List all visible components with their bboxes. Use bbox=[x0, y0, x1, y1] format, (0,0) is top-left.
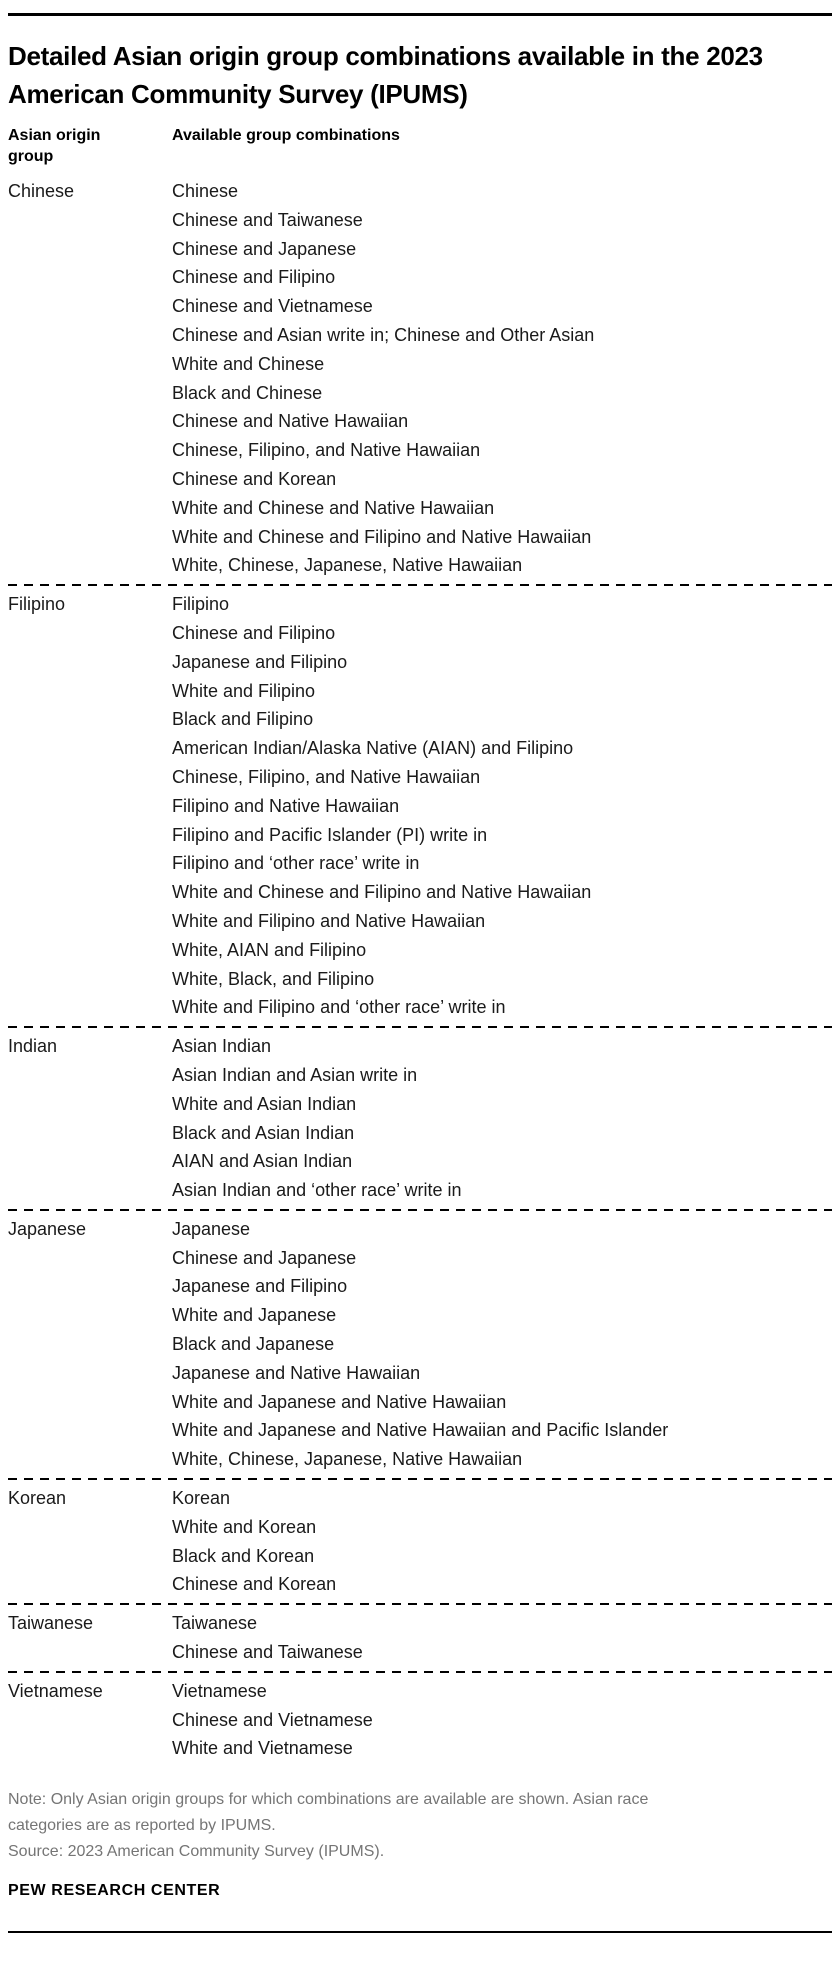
combination-item: White and Japanese and Native Hawaiian bbox=[172, 1391, 507, 1412]
combination-item: Filipino and Native Hawaiian bbox=[172, 795, 400, 816]
combination-item: Black and Filipino bbox=[172, 709, 314, 730]
combination-item: Taiwanese bbox=[172, 1613, 258, 1634]
combination-item: White and Korean bbox=[172, 1516, 317, 1537]
combination-item: White and Chinese bbox=[172, 353, 325, 374]
combination-item: Filipino and Pacific Islander (PI) write in bbox=[172, 824, 488, 845]
combination-item: Black and Asian Indian bbox=[172, 1122, 355, 1143]
combination-item: Chinese and Vietnamese bbox=[172, 1709, 373, 1730]
origin-group-name: Taiwanese bbox=[8, 1613, 94, 1634]
combination-item: Chinese and Japanese bbox=[172, 1247, 357, 1268]
group-row-vietnamese bbox=[8, 1673, 832, 1767]
combination-item: Chinese and Taiwanese bbox=[172, 1642, 363, 1663]
group-row-korean bbox=[8, 1480, 832, 1603]
combination-item: Chinese and Vietnamese bbox=[172, 296, 373, 317]
combination-item: White, Chinese, Japanese, Native Hawaiian bbox=[172, 555, 523, 576]
combination-item: Japanese and Native Hawaiian bbox=[172, 1362, 421, 1383]
combination-item: American Indian/Alaska Native (AIAN) and Filipino bbox=[172, 738, 574, 759]
combination-item: White and Filipino and Native Hawaiian bbox=[172, 910, 486, 931]
origin-group-name: Filipino bbox=[8, 594, 66, 615]
group-row-indian bbox=[8, 1028, 832, 1209]
combination-item: Chinese and Filipino bbox=[172, 622, 336, 643]
origin-group-name: Indian bbox=[8, 1036, 58, 1057]
top-rule bbox=[8, 13, 832, 16]
source-text: Source: 2023 American Community Survey (IPUMS). bbox=[8, 1843, 385, 1861]
combination-item: Asian Indian bbox=[172, 1036, 272, 1057]
combination-item: White and Japanese and Native Hawaiian and Pacific Islander bbox=[172, 1420, 669, 1441]
table-header-row bbox=[8, 125, 832, 167]
bottom-rule bbox=[8, 1931, 832, 1933]
combinations-table bbox=[8, 125, 832, 1767]
combination-item: Chinese bbox=[172, 181, 239, 201]
group-row-filipino bbox=[8, 586, 832, 1026]
origin-group-name: Korean bbox=[8, 1488, 67, 1509]
note-text: Note: Only Asian origin groups for which combinations are available are shown. Asian race categories are as reported by IPUMS. bbox=[8, 1791, 649, 1835]
combination-item: White and Filipino bbox=[172, 680, 316, 701]
combination-item: Japanese bbox=[172, 1218, 251, 1239]
figure-page bbox=[0, 13, 840, 1933]
combinations-list bbox=[172, 1484, 832, 1599]
footer-block bbox=[8, 1787, 832, 1901]
combination-item: Filipino bbox=[172, 594, 230, 615]
combination-item: Chinese and Taiwanese bbox=[172, 209, 363, 230]
combination-item: Chinese and Native Hawaiian bbox=[172, 411, 409, 432]
combination-item: Chinese, Filipino, and Native Hawaiian bbox=[172, 440, 481, 461]
combination-item: White and Filipino and ‘other race’ write in bbox=[172, 997, 506, 1018]
column-header-origin-group bbox=[8, 125, 172, 167]
combination-item: White and Chinese and Native Hawaiian bbox=[172, 497, 495, 518]
combination-item: White and Vietnamese bbox=[172, 1738, 353, 1759]
combinations-list bbox=[172, 1215, 832, 1474]
combination-item: Black and Korean bbox=[172, 1545, 315, 1566]
combinations-list bbox=[172, 590, 832, 1022]
combinations-list bbox=[172, 1609, 832, 1667]
column-header-origin-group-label: Asian origin group bbox=[8, 127, 101, 165]
combination-item: Chinese and Korean bbox=[172, 468, 337, 489]
combination-item: Chinese and Japanese bbox=[172, 238, 357, 259]
combination-item: Vietnamese bbox=[172, 1680, 267, 1701]
origin-group-name: Vietnamese bbox=[8, 1680, 103, 1701]
combination-item: White and Chinese and Filipino and Native Hawaiian bbox=[172, 882, 592, 903]
group-row-chinese bbox=[8, 173, 832, 584]
combination-item: AIAN and Asian Indian bbox=[172, 1151, 353, 1172]
combination-item: Filipino and ‘other race’ write in bbox=[172, 853, 420, 874]
pew-research-center-branding: PEW RESEARCH CENTER bbox=[8, 1882, 221, 1900]
combination-item: White and Asian Indian bbox=[172, 1093, 357, 1114]
combination-item: Chinese and Filipino bbox=[172, 267, 336, 288]
column-header-combinations: Available group combinations bbox=[172, 127, 400, 144]
combination-item: Chinese, Filipino, and Native Hawaiian bbox=[172, 766, 481, 787]
combination-item: Chinese and Korean bbox=[172, 1574, 337, 1595]
combination-item: Black and Japanese bbox=[172, 1334, 335, 1355]
combinations-list bbox=[172, 177, 832, 580]
combination-item: Japanese and Filipino bbox=[172, 1276, 348, 1297]
origin-group-name: Chinese bbox=[8, 181, 75, 201]
combination-item: White, Black, and Filipino bbox=[172, 968, 375, 989]
combination-item: White, Chinese, Japanese, Native Hawaiian bbox=[172, 1449, 523, 1470]
origin-group-name: Japanese bbox=[8, 1218, 87, 1239]
figure-title: Detailed Asian origin group combinations available in the 2023 American Community Survey (IPUMS) bbox=[8, 41, 763, 109]
combinations-list bbox=[172, 1677, 832, 1763]
combination-item: White, AIAN and Filipino bbox=[172, 939, 367, 960]
combination-item: White and Chinese and Filipino and Native Hawaiian bbox=[172, 526, 592, 547]
table-body bbox=[8, 173, 832, 1767]
combination-item: Japanese and Filipino bbox=[172, 651, 348, 672]
group-row-taiwanese bbox=[8, 1605, 832, 1671]
combination-item: Black and Chinese bbox=[172, 382, 323, 403]
group-row-japanese bbox=[8, 1211, 832, 1478]
combination-item: Asian Indian and Asian write in bbox=[172, 1064, 418, 1085]
combination-item: Asian Indian and ‘other race’ write in bbox=[172, 1180, 462, 1201]
combination-item: White and Japanese bbox=[172, 1305, 337, 1326]
combination-item: Korean bbox=[172, 1488, 231, 1509]
combination-item: Chinese and Asian write in; Chinese and Other Asian bbox=[172, 324, 595, 345]
combinations-list bbox=[172, 1032, 832, 1205]
